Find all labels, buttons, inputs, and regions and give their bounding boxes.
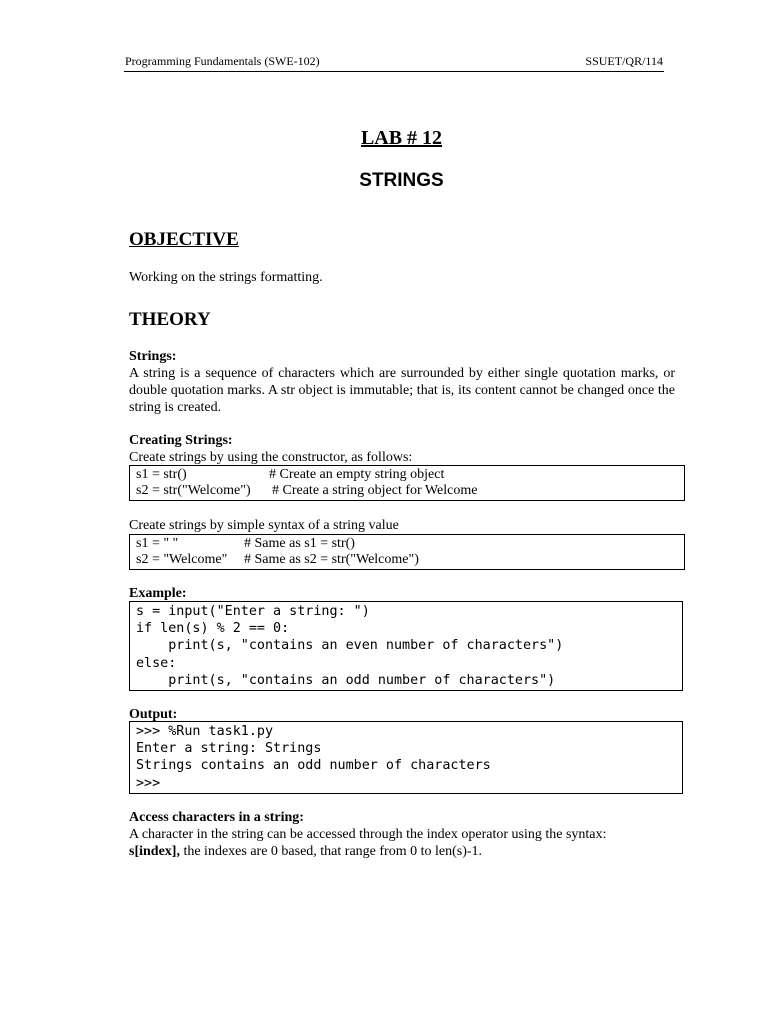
access-index-syntax: s[index], bbox=[129, 844, 180, 859]
syntax-row bbox=[136, 552, 678, 568]
constructor-text: Create strings by using the constructor, as follows: bbox=[129, 450, 413, 465]
syntax-row-code: s2 = "Welcome" bbox=[136, 552, 228, 567]
output-line: >>> bbox=[136, 775, 161, 791]
strings-paragraph: A string is a sequence of characters which are surrounded by either single quotation marks, or double quotation marks. A str object is immutable; that is, its content cannot be changed once the string is created. bbox=[129, 366, 675, 415]
creating-strings-label: Creating Strings: bbox=[129, 433, 233, 448]
output-code-box bbox=[129, 721, 683, 794]
example-code-box bbox=[129, 601, 683, 691]
code-line: print(s, "contains an even number of characters") bbox=[136, 638, 564, 654]
output-label: Output: bbox=[129, 707, 178, 722]
access-text: A character in the string can be accessed through the index operator using the syntax: bbox=[129, 827, 607, 842]
output-line: >>> %Run task1.py bbox=[136, 724, 274, 739]
syntax-row-comment: # Same as s2 = str("Welcome") bbox=[244, 552, 419, 567]
header-course: Programming Fundamentals (SWE-102) bbox=[125, 54, 320, 68]
access-index-rest: the indexes are 0 based, that range from 0 to len(s)-1. bbox=[179, 844, 483, 859]
theory-heading: THEORY bbox=[129, 309, 211, 330]
strings-label: Strings: bbox=[129, 349, 177, 364]
access-syntax-line bbox=[129, 843, 675, 860]
constructor-row-code: s1 = str() bbox=[136, 467, 187, 482]
syntax-row-code: s1 = " " bbox=[136, 536, 179, 551]
output-line: Enter a string: Strings bbox=[136, 741, 322, 757]
syntax-row bbox=[136, 536, 678, 552]
constructor-row-comment: # Create a string object for Welcome bbox=[272, 483, 478, 498]
constructor-row-comment: # Create an empty string object bbox=[269, 467, 445, 482]
code-line: else: bbox=[136, 655, 177, 671]
code-line: print(s, "contains an odd number of characters") bbox=[136, 672, 556, 688]
constructor-row bbox=[136, 483, 678, 499]
header-rule bbox=[124, 71, 664, 72]
constructor-row bbox=[136, 467, 678, 483]
header-code: SSUET/QR/114 bbox=[585, 54, 663, 68]
syntax-text: Create strings by simple syntax of a string value bbox=[129, 518, 399, 533]
access-label: Access characters in a string: bbox=[129, 810, 304, 825]
objective-heading: OBJECTIVE bbox=[129, 229, 239, 250]
objective-text: Working on the strings formatting. bbox=[129, 270, 323, 285]
lab-title: LAB # 12 bbox=[360, 127, 443, 149]
code-line: if len(s) % 2 == 0: bbox=[136, 621, 290, 637]
output-line: Strings contains an odd number of characters bbox=[136, 758, 491, 774]
example-label: Example: bbox=[129, 586, 187, 601]
syntax-row-comment: # Same as s1 = str() bbox=[244, 536, 355, 551]
code-line: s = input("Enter a string: ") bbox=[136, 604, 370, 619]
lab-subtitle: STRINGS bbox=[359, 170, 444, 191]
constructor-row-code: s2 = str("Welcome") bbox=[136, 483, 251, 498]
syntax-code-box bbox=[129, 534, 685, 570]
constructor-code-box bbox=[129, 465, 685, 501]
